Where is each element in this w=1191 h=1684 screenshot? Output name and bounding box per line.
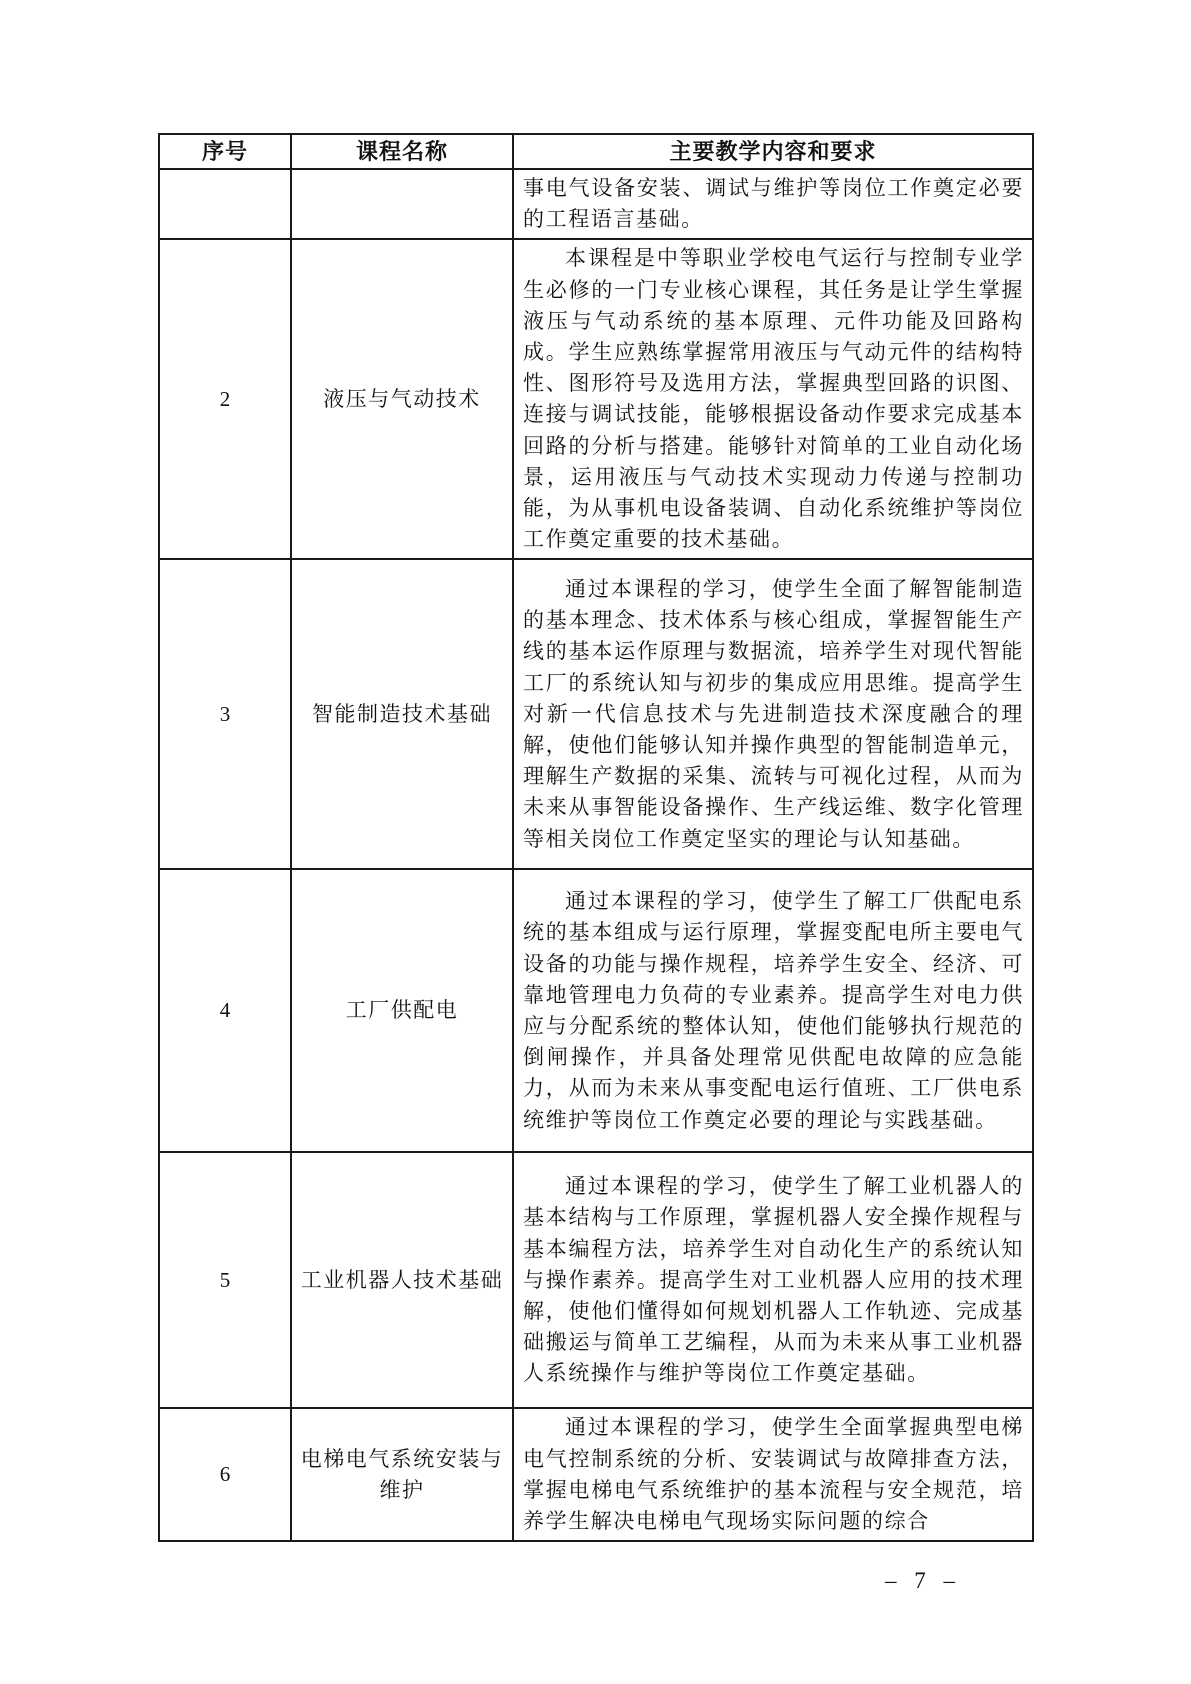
row-number: 2 (159, 239, 291, 559)
course-content: 本课程是中等职业学校电气运行与控制专业学生必修的一门专业核心课程，其任务是让学生掌握液压与气动系统的基本原理、元件功能及回路构成。学生应熟练掌握常用液压与气动元件的结构特性、图形符号及选用方法，掌握典型回路的识图、连接与调试技能，能够根据设备动作要求完成基本回路的分析与搭建。能够针对简单的工业自动化场景，运用液压与气动技术实现动力传递与控制功能，为从事机电设备装调、自动化系统维护等岗位工作奠定重要的技术基础。 (523, 246, 1024, 552)
course-content: 事电气设备安装、调试与维护等岗位工作奠定必要的工程语言基础。 (523, 176, 1024, 232)
col-header-course: 课程名称 (291, 134, 513, 169)
row-number: 5 (159, 1152, 291, 1408)
course-content: 通过本课程的学习，使学生了解工业机器人的基本结构与工作原理，掌握机器人安全操作规程与基本编程方法，培养学生对自动化生产的系统认知与操作素养。提高学生对工业机器人应用的技术理解，使他们懂得如何规划机器人工作轨迹、完成基础搬运与简单工艺编程，从而为未来从事工业机器人系统操作与维护等岗位工作奠定基础。 (523, 1174, 1024, 1386)
table-row (159, 169, 1033, 239)
row-number: 3 (159, 559, 291, 869)
course-name: 电梯电气系统安装与维护 (291, 1408, 513, 1541)
course-table (158, 133, 1034, 1542)
course-content: 通过本课程的学习，使学生全面了解智能制造的基本理念、技术体系与核心组成，掌握智能生产线的基本运作原理与数据流，培养学生对现代智能工厂的系统认知与初步的集成应用思维。提高学生对新一代信息技术与先进制造技术深度融合的理解，使他们能够认知并操作典型的智能制造单元，理解生产数据的采集、流转与可视化过程，从而为未来从事智能设备操作、生产线运维、数字化管理等相关岗位工作奠定坚实的理论与认知基础。 (523, 577, 1024, 851)
course-name: 工业机器人技术基础 (291, 1152, 513, 1408)
course-name: 智能制造技术基础 (291, 559, 513, 869)
course-content: 通过本课程的学习，使学生全面掌握典型电梯电气控制系统的分析、安装调试与故障排查方法，掌握电梯电气系统维护的基本流程与安全规范，培养学生解决电梯电气现场实际问题的综合 (523, 1415, 1024, 1534)
page-number: – 7 – (885, 1568, 961, 1593)
course-name: 液压与气动技术 (291, 239, 513, 559)
col-header-no: 序号 (159, 134, 291, 169)
course-name: 工厂供配电 (291, 869, 513, 1152)
row-number: 6 (159, 1408, 291, 1541)
col-header-content: 主要教学内容和要求 (513, 134, 1033, 169)
table-row (159, 869, 1033, 1152)
table-row (159, 1152, 1033, 1408)
table-row (159, 559, 1033, 869)
course-content: 通过本课程的学习，使学生了解工厂供配电系统的基本组成与运行原理，掌握变配电所主要电气设备的功能与操作规程，培养学生安全、经济、可靠地管理电力负荷的专业素养。提高学生对电力供应与分配系统的整体认知，使他们能够执行规范的倒闸操作，并具备处理常见供配电故障的应急能力，从而为未来从事变配电运行值班、工厂供电系统维护等岗位工作奠定必要的理论与实践基础。 (523, 889, 1024, 1132)
table-row (159, 239, 1033, 559)
row-number (159, 169, 291, 239)
course-name (291, 169, 513, 239)
row-number: 4 (159, 869, 291, 1152)
table-header-row (159, 134, 1033, 169)
table-row (159, 1408, 1033, 1541)
